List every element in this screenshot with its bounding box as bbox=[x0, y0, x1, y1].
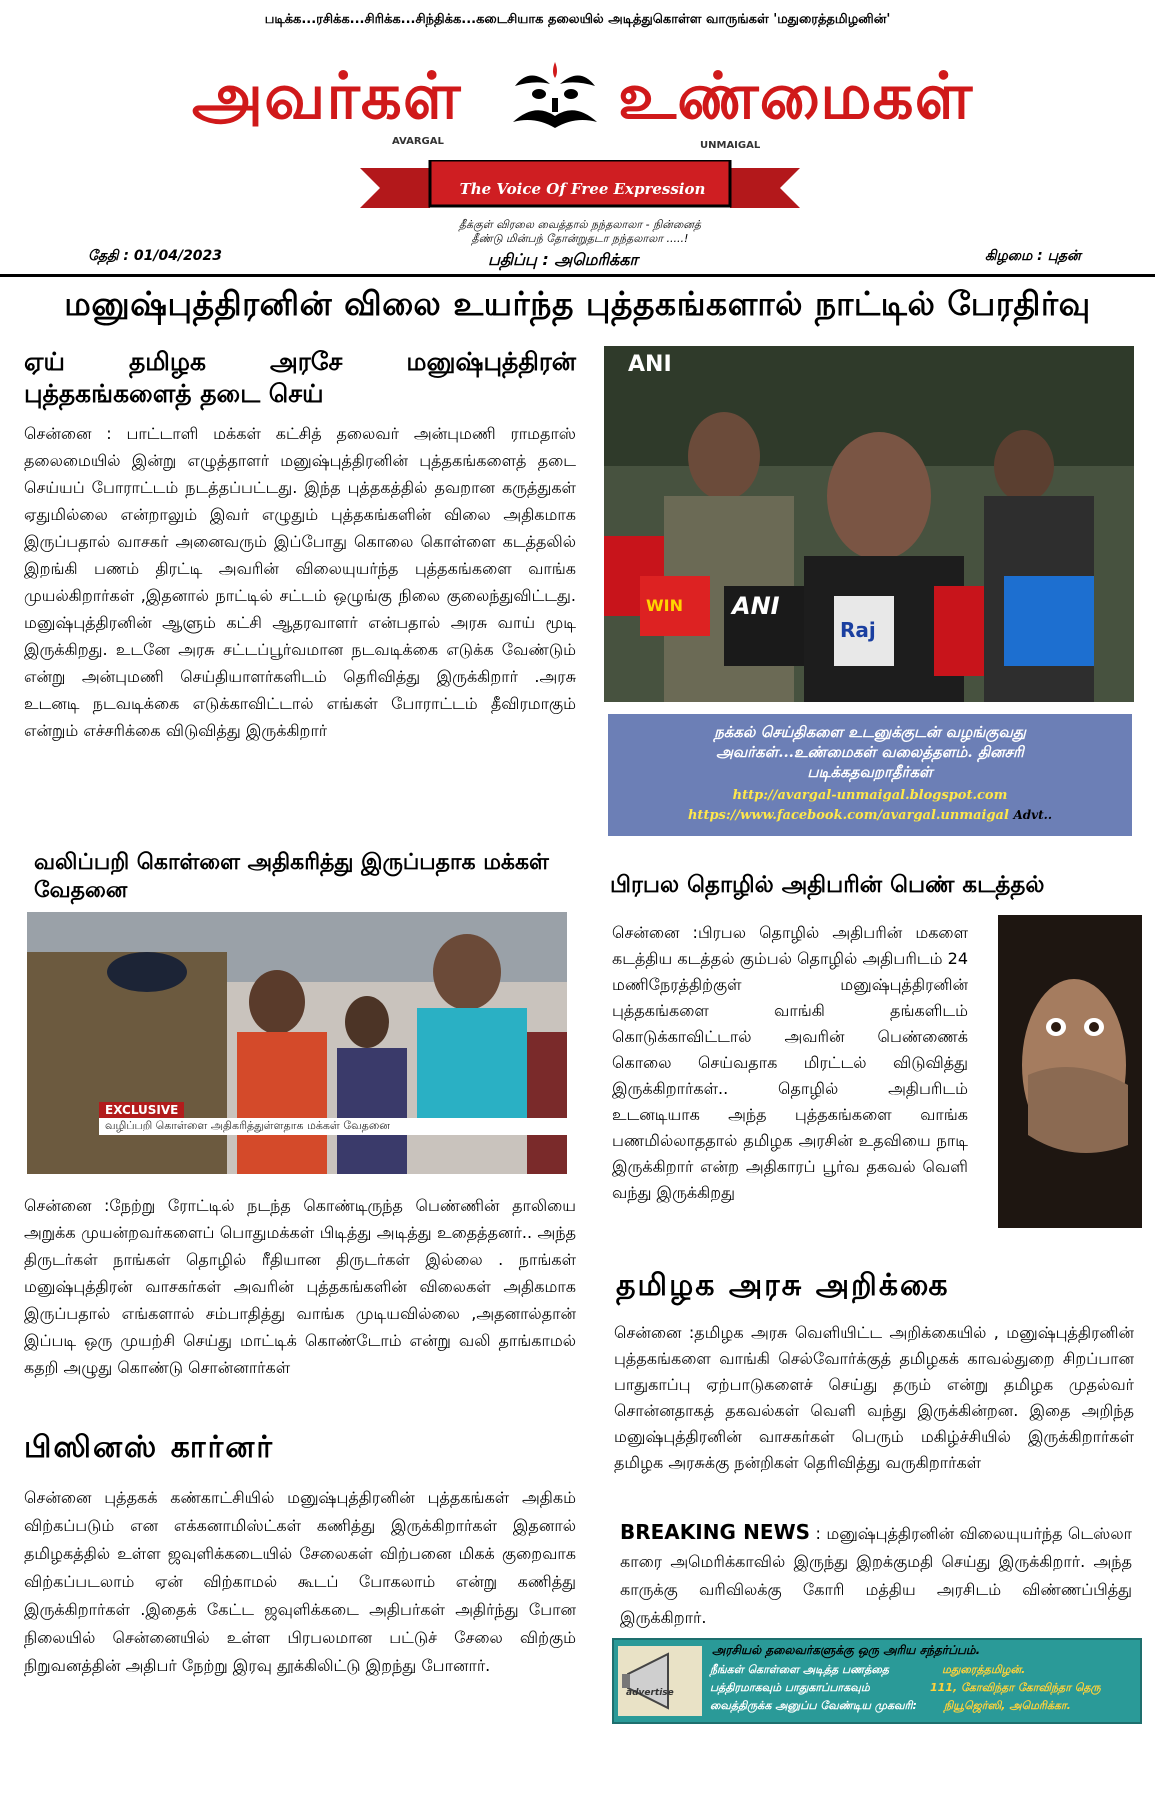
article1-body: சென்னை : பாட்டாளி மக்கள் கட்சித் தலைவர் அன்புமணி ராமதாஸ் தலைமையில் இன்று எழுத்தாளர் மனுஷ்புத்திரனின் புத்தகங்களைத் தடை செய்யப் போராட்டம் நடத்தப்பட்டது. இந்த புத்தகத்தில் தவறான கருத்துகள் ஏதுமில்லை என்றாலும் இவர் எழுதும் புத்தகங்களின் விலை அதிகமாக இருப்பதால் வாசகர் அனைவரும் இப்போது கொலை கொள்ளை கடத்தலில் இறங்கி பணம் திரட்டி அவரின் விலையுயர்ந்த புத்தகங்களை வாங்க முயல்கிறார்கள் ,இதனால் நாட்டில் சட்டம் ஒழுங்கு நிலை குலைந்துவிட்டது. மனுஷ்புத்திரனின் ஆளும் கட்சி ஆதரவாளர் என்பதால் அரசு வாய் மூடி இருக்கிறது. உடனே அரசு சட்டப்பூர்வமான நடவடிக்கை எடுக்க வேண்டும் என்று அன்புமணி செய்தியாளர்களிடம் தெரிவித்து இருக்கிறார் .அரசு உடனடி நடவடிக்கை எடுக்காவிட்டால் எங்கள் போராட்டம் தீவிரமாகும் என்றும் எச்சரிக்கை விடுவித்து இருக்கிறார் bbox=[24, 424, 576, 740]
ad2-title: அரசியல் தலைவர்களுக்கு ஒரு அரிய சந்தர்ப்பம். bbox=[712, 1643, 981, 1657]
issue-date: தேதி : 01/04/2023 bbox=[88, 248, 223, 264]
article3-heading: பிரபல தொழில் அதிபரின் பெண் கடத்தல் bbox=[610, 872, 1045, 898]
ad2-addr2: 111, கோவிந்தா கோவிந்தா தெரு bbox=[930, 1681, 1101, 1694]
mascot-face-logo bbox=[505, 58, 605, 154]
ad2-addr3: நியூஜெர்ஸி, அமெரிக்கா. bbox=[944, 1699, 1071, 1712]
advert-website bbox=[608, 714, 1132, 836]
article1-heading bbox=[24, 346, 576, 410]
kidnap-illustration bbox=[998, 915, 1142, 1228]
masthead-divider bbox=[0, 274, 1155, 277]
megaphone-text: advertise bbox=[626, 1688, 674, 1698]
business-body: சென்னை புத்தகக் கண்காட்சியில் மனுஷ்புத்திரனின் புத்தகங்கள் அதிகம் விற்கப்படும் என எக்கனாமிஸ்ட்கள் கணித்து இருக்கிறார்கள் இதனால் தமிழகத்தில் உள்ள ஜவுளிக்கடையில் சேலைகள் விற்பனை மிகக் குறைவாக விற்கப்படலாம் ஏன் விற்காமல் கூடப் போகலாம் என்று கணித்து இருக்கிறார்கள் .இதைக் கேட்ட ஜவுளிக்கடை அதிபர்கள் அதிர்ந்து போன நிலையில் சென்னையில் உள்ள பிரபலமான பட்டுச் சேலை விற்கும் நிறுவனத்தின் அதிபர் நேற்று இரவு தூக்கிலிட்டு இறந்து போனார். bbox=[24, 1488, 576, 1675]
masthead-title-left-latin: AVARGAL bbox=[392, 136, 444, 147]
govt-heading: தமிழக அரசு அறிக்கை bbox=[616, 1268, 950, 1303]
issue-day: கிழமை : புதன் bbox=[985, 248, 1081, 264]
quote-line-1: தீக்குள் விரலை வைத்தால் நந்தலாலா - நின்னைத் bbox=[458, 218, 702, 231]
article2-body: சென்னை :நேற்று ரோட்டில் நடந்த கொண்டிருந்த பெண்ணின் தாலியை அறுக்க முயன்றவர்களைப் பொதுமக்கள் பிடித்து அடித்து உதைத்தனர்.. அந்த திருடர்கள் நாங்கள் தொழில் ரீதியான திருடர்கள் இல்லை . நாங்கள் மனுஷ்புத்திரன் வாசகர்கள் அவரின் புத்தகங்களின் விலைகள் அதிகமாக இருப்பதால் எங்களால் சம்பாதித்து வாங்க முடியவில்லை ,அதனால்தான் இப்படி ஒரு முயற்சி செய்து மாட்டிக் கொண்டோம் என்று வலி தாங்காமல் கதறி அழுது கொண்டு சொன்னார்கள் bbox=[24, 1196, 576, 1377]
govt-body: சென்னை :தமிழக அரசு வெளியிட்ட அறிக்கையில் , மனுஷ்புத்திரனின் புத்தகங்களை வாங்கி செல்வோர்க்குத் தமிழகக் காவல்துறை சிறப்பான பாதுகாப்பு ஏற்பாடுகளைச் செய்து தரும் என்று தமிழக முதல்வர் சொன்னதாகத் தகவல்கள் வெளி வந்து இருக்கின்றன. இதை அறிந்த மனுஷ்புத்திரனின் வாசகர்கள் பெரும் மகிழ்ச்சியில் இருக்கிறார்கள் தமிழக அரசுக்கு நன்றிகள் தெரிவித்து வருகிறார்கள் bbox=[614, 1323, 1134, 1472]
business-heading: பிஸினஸ் கார்னர் bbox=[24, 1430, 275, 1465]
mic-label-win: WIN bbox=[646, 596, 683, 615]
photo-crowd-protest bbox=[27, 912, 567, 1174]
ad1-line1: நக்கல் செய்திகளை உடனுக்குடன் வழங்குவது bbox=[714, 723, 1026, 741]
masthead-quote bbox=[420, 218, 740, 246]
masthead-title-left: அவர்கள் bbox=[192, 60, 462, 134]
news-ticker-caption: வழிப்பறி கொள்ளை அதிகரித்துள்ளதாக மக்கள் வேதனை bbox=[99, 1118, 567, 1135]
article3-body: சென்னை :பிரபல தொழில் அதிபரின் மகளை கடத்திய கடத்தல் கும்பல் தொழில் அதிபரிடம் 24 மணிநேரத்திற்குள் மனுஷ்புத்திரனின் புத்தகங்களை வாங்கி தங்களிடம் கொடுக்காவிட்டால் அவரின் பெண்ணைக் கொலை செய்வதாக மிரட்டல் விடுவித்து இருக்கிறார்கள்.. தொழில் அதிபரிடம் உடனடியாக அந்த புத்தகங்களை வாங்க பணமில்லாததால் தமிழக அரசின் உதவியை நாடி இருக்கிறார் என்ற அதிகாரப் பூர்வ தகவல் வெளி வந்து இருக்கிறது bbox=[612, 923, 968, 1202]
exclusive-badge: EXCLUSIVE bbox=[99, 1102, 184, 1118]
masthead-tagline: படிக்க...ரசிக்க...சிரிக்க...சிந்திக்க...கடைசியாக தலையில் அடித்துகொள்ள வாருங்கள் 'மதுரைத்தமிழனின்' bbox=[264, 12, 891, 27]
photo-kidnap-girl bbox=[998, 915, 1142, 1228]
mic-label-raj: Raj bbox=[840, 618, 876, 642]
breaking-label: BREAKING NEWS bbox=[620, 1520, 811, 1544]
article2-heading: வலிப்பறி கொள்ளை அதிகரித்து இருப்பதாக மக்கள் வேதனை bbox=[34, 850, 549, 903]
photo-press-conference bbox=[604, 346, 1134, 702]
main-headline: மனுஷ்புத்திரனின் விலை உயர்ந்த புத்தகங்களால் நாட்டில் பேரதிர்வு bbox=[64, 284, 1091, 323]
advert-politicians bbox=[612, 1638, 1142, 1724]
ad1-line2: அவர்கள்...உண்மைகள் வலைத்தளம். தினசரி bbox=[716, 743, 1024, 761]
masthead-title-right: உண்மைகள் bbox=[618, 60, 974, 134]
ad1-facebook-url[interactable]: https://www.facebook.com/avargal.unmaigal bbox=[687, 808, 1009, 823]
ad2-line1: நீங்கள் கொள்ளை அடித்த பணத்தை bbox=[710, 1663, 889, 1676]
ad2-line3: வைத்திருக்க அனுப்ப வேண்டிய முகவரி: bbox=[710, 1699, 917, 1712]
ad1-advt: Advt.. bbox=[1013, 808, 1053, 822]
ad1-line3: படிக்கதவறாதீர்கள் bbox=[807, 763, 933, 781]
press-conference-illustration bbox=[604, 346, 1134, 702]
ad2-addr1: மதுரைத்தமிழன். bbox=[942, 1663, 1026, 1676]
article1-heading-line2: புத்தகங்களைத் தடை செய் bbox=[24, 379, 324, 408]
article1-heading-line1: ஏய் தமிழக அரசே மனுஷ்புத்திரன் bbox=[24, 347, 576, 376]
quote-line-2: தீண்டு மின்பந் தோன்றுதடா நந்தலாலா .....! bbox=[471, 232, 689, 245]
ad1-blog-url[interactable]: http://avargal-unmaigal.blogspot.com bbox=[732, 788, 1008, 803]
breaking-body: : மனுஷ்புத்திரனின் விலையுயர்ந்த டெஸ்லா காரை அமெரிக்காவில் இருந்து இறக்குமதி செய்து இருக்கிறார். அந்த காருக்கு வரிவிலக்கு கோரி மத்திய அரசிடம் விண்ணப்பித்து இருக்கிறார். bbox=[620, 1524, 1132, 1627]
mic-label-ani: ANI bbox=[732, 592, 780, 620]
ani-watermark: ANI bbox=[628, 352, 672, 377]
masthead-title-right-latin: UNMAIGAL bbox=[700, 140, 761, 151]
slogan-text: The Voice Of Free Expression bbox=[459, 180, 706, 198]
ad2-line2: பத்திரமாகவும் பாதுகாப்பாகவும் bbox=[710, 1681, 870, 1694]
edition: பதிப்பு : அமெரிக்கா bbox=[488, 250, 638, 269]
breaking-news bbox=[620, 1518, 1132, 1632]
megaphone-icon bbox=[618, 1646, 702, 1716]
